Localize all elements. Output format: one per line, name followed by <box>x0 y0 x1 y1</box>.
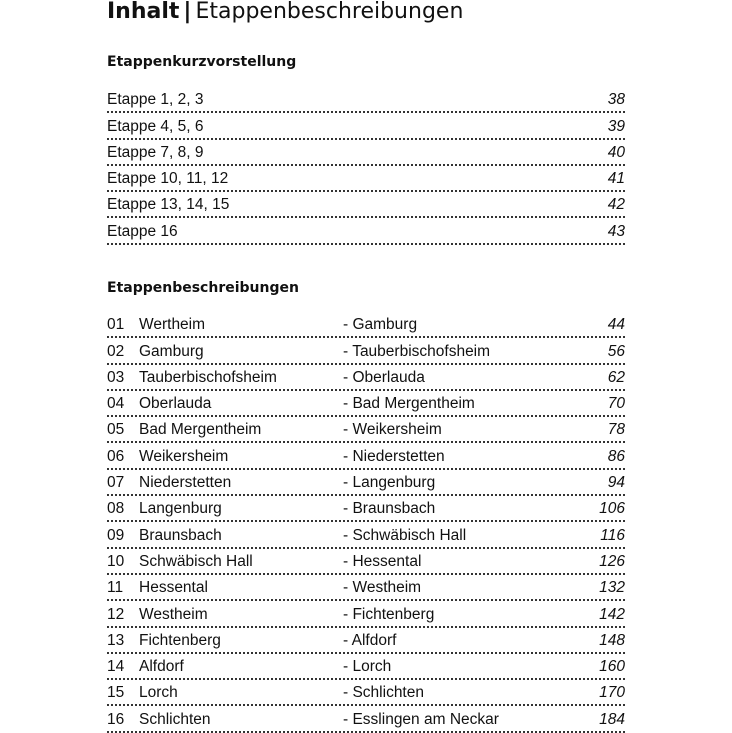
stage-start: Tauberbischofsheim <box>139 368 277 386</box>
stage-start: Gamburg <box>139 342 204 360</box>
toc-entry[interactable] <box>107 166 625 192</box>
stage-number: 06 <box>107 447 125 465</box>
title-separator: | <box>183 0 192 24</box>
stage-end: - Gamburg <box>343 316 418 334</box>
stage-end: - Schwäbisch Hall <box>343 526 467 544</box>
toc-entry[interactable] <box>107 601 625 627</box>
stage-end: - Braunsbach <box>343 500 436 518</box>
stage-start: Weikersheim <box>139 447 229 465</box>
stage-end: - Fichtenberg <box>343 605 435 623</box>
entry-page-number: 56 <box>607 342 625 360</box>
entry-label: Etappe 10, 11, 12 <box>107 170 229 188</box>
stage-number: 16 <box>107 710 125 728</box>
toc-entry[interactable] <box>107 522 625 548</box>
toc-entry[interactable] <box>107 654 625 680</box>
entry-page-number: 41 <box>607 170 625 188</box>
toc-entry[interactable] <box>107 417 625 443</box>
toc-entry[interactable] <box>107 575 625 601</box>
stage-start: Braunsbach <box>139 526 222 544</box>
section-heading-kurzvorstellung: Etappenkurzvorstellung <box>107 54 297 70</box>
entry-page-number: 170 <box>599 684 625 702</box>
stage-start: Hessental <box>139 579 208 597</box>
toc-list-kurzvorstellung <box>107 87 625 245</box>
entry-page-number: 148 <box>599 631 625 649</box>
stage-start: Wertheim <box>139 316 206 334</box>
stage-start: Langenburg <box>139 500 222 518</box>
stage-start: Schwäbisch Hall <box>139 552 253 570</box>
stage-end: - Bad Mergentheim <box>343 395 475 413</box>
toc-entry[interactable] <box>107 496 625 522</box>
stage-end: - Hessental <box>343 552 422 570</box>
stage-end: - Weikersheim <box>343 421 442 439</box>
entry-page-number: 44 <box>607 316 625 334</box>
toc-entry[interactable] <box>107 113 625 139</box>
section-heading-beschreibungen: Etappenbeschreibungen <box>107 280 299 296</box>
entry-page-number: 42 <box>607 196 625 214</box>
toc-entry[interactable] <box>107 391 625 417</box>
entry-page-number: 38 <box>607 91 625 109</box>
entry-page-number: 142 <box>599 605 625 623</box>
stage-start: Westheim <box>139 605 208 623</box>
stage-end: - Tauberbischofsheim <box>343 342 491 360</box>
stage-number: 12 <box>107 605 125 623</box>
stage-number: 15 <box>107 684 125 702</box>
toc-entry[interactable] <box>107 192 625 218</box>
stage-end: - Langenburg <box>343 474 436 492</box>
entry-page-number: 43 <box>607 222 625 240</box>
toc-entry[interactable] <box>107 218 625 244</box>
toc-entry[interactable] <box>107 312 625 338</box>
entry-page-number: 39 <box>607 117 625 135</box>
entry-page-number: 184 <box>599 710 625 728</box>
entry-page-number: 62 <box>607 368 625 386</box>
stage-number: 04 <box>107 395 125 413</box>
toc-entry[interactable] <box>107 706 625 732</box>
stage-end: - Lorch <box>343 658 392 676</box>
stage-number: 07 <box>107 474 125 492</box>
entry-label: Etappe 1, 2, 3 <box>107 91 204 109</box>
entry-page-number: 40 <box>607 143 625 161</box>
stage-end: - Esslingen am Neckar <box>343 710 499 728</box>
toc-entry[interactable] <box>107 680 625 706</box>
stage-end: - Schlichten <box>343 684 424 702</box>
title-sub: Etappenbeschreibungen <box>195 0 464 24</box>
stage-end: - Oberlauda <box>343 368 425 386</box>
stage-start: Schlichten <box>139 710 211 728</box>
stage-number: 10 <box>107 552 125 570</box>
stage-start: Niederstetten <box>139 474 232 492</box>
toc-entry[interactable] <box>107 87 625 113</box>
entry-label: Etappe 16 <box>107 222 178 240</box>
stage-number: 08 <box>107 500 125 518</box>
stage-number: 05 <box>107 421 125 439</box>
stage-number: 11 <box>107 579 124 597</box>
stage-start: Fichtenberg <box>139 631 221 649</box>
entry-label: Etappe 13, 14, 15 <box>107 196 230 214</box>
stage-number: 14 <box>107 658 125 676</box>
entry-page-number: 106 <box>599 500 625 518</box>
entry-page-number: 116 <box>600 526 625 544</box>
stage-start: Alfdorf <box>139 658 184 676</box>
stage-number: 03 <box>107 368 125 386</box>
entry-page-number: 160 <box>599 658 625 676</box>
toc-entry[interactable] <box>107 628 625 654</box>
toc-entry[interactable] <box>107 470 625 496</box>
toc-entry[interactable] <box>107 365 625 391</box>
entry-label: Etappe 7, 8, 9 <box>107 143 204 161</box>
stage-number: 01 <box>107 316 125 334</box>
entry-page-number: 86 <box>607 447 625 465</box>
entry-page-number: 70 <box>607 395 625 413</box>
toc-entry[interactable] <box>107 549 625 575</box>
stage-end: - Alfdorf <box>343 631 397 649</box>
stage-start: Lorch <box>139 684 178 702</box>
page-title <box>107 0 463 26</box>
stage-end: - Niederstetten <box>343 447 445 465</box>
stage-start: Bad Mergentheim <box>139 421 262 439</box>
entry-page-number: 132 <box>599 579 625 597</box>
entry-page-number: 126 <box>599 552 625 570</box>
toc-entry[interactable] <box>107 140 625 166</box>
entry-page-number: 78 <box>607 421 625 439</box>
stage-end: - Westheim <box>343 579 422 597</box>
title-main: Inhalt <box>107 0 180 24</box>
stage-start: Oberlauda <box>139 395 212 413</box>
entry-page-number: 94 <box>607 474 625 492</box>
entry-label: Etappe 4, 5, 6 <box>107 117 204 135</box>
stage-number: 09 <box>107 526 125 544</box>
stage-number: 13 <box>107 631 125 649</box>
stage-number: 02 <box>107 342 125 360</box>
toc-entry[interactable] <box>107 338 625 364</box>
toc-list-beschreibungen <box>107 312 625 733</box>
toc-entry[interactable] <box>107 443 625 469</box>
